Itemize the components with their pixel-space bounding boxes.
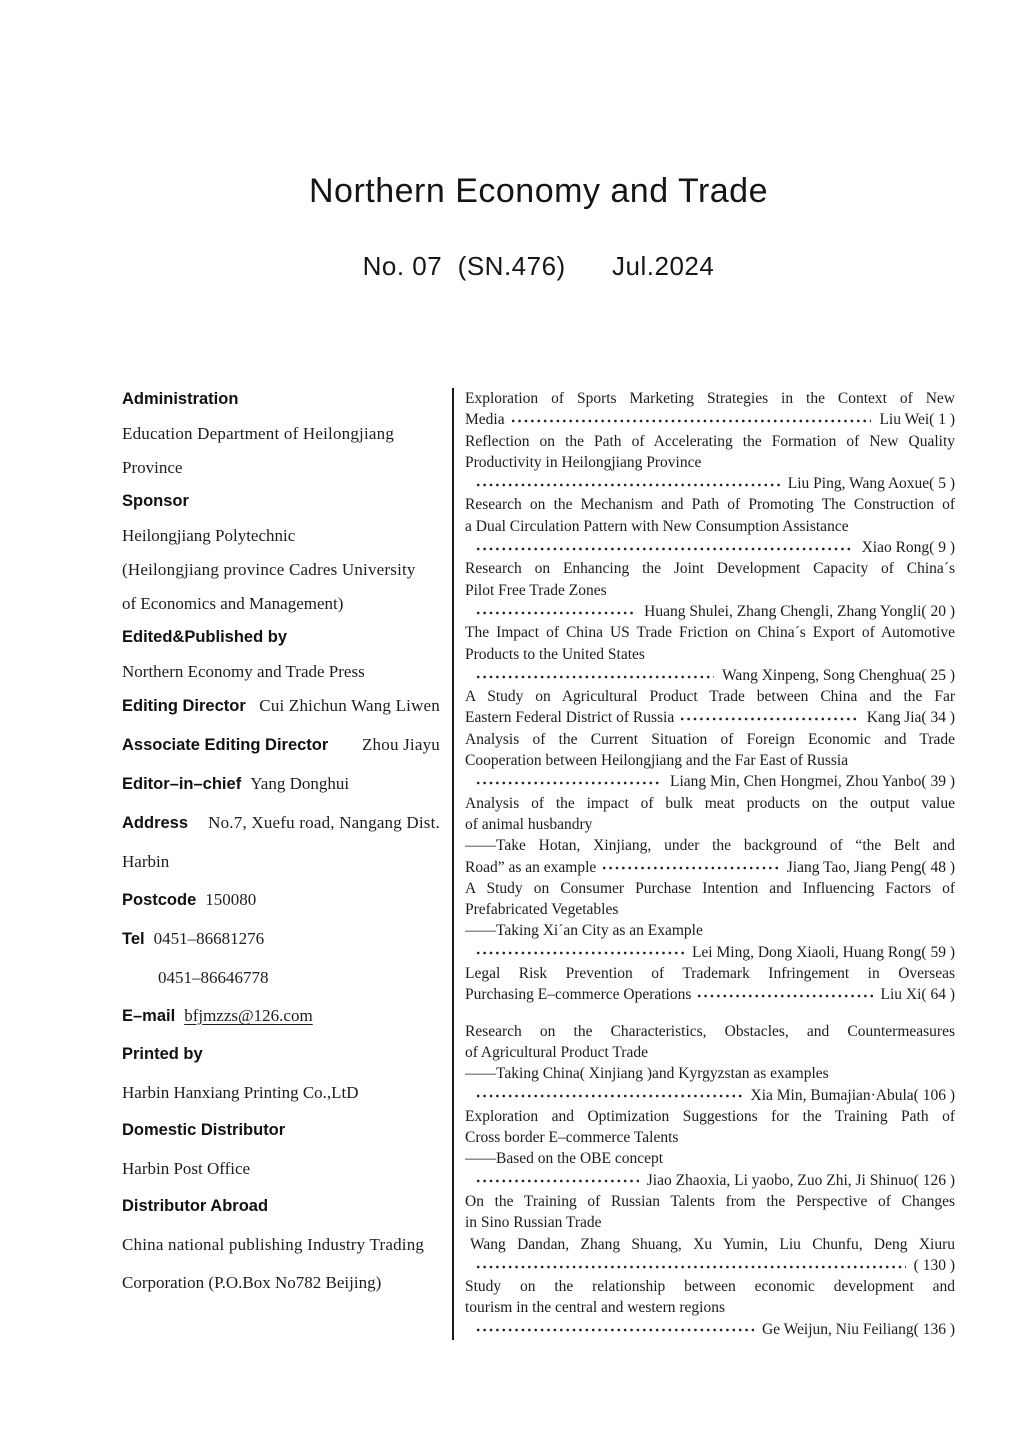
- toc-line: [465, 1085, 955, 1106]
- masthead-value: China national publishing Industry Trading: [122, 1235, 425, 1254]
- toc-line: Cross border E–commerce Talents: [465, 1129, 679, 1147]
- toc-authors-page: ( 130 ): [913, 1256, 955, 1274]
- masthead-line: [122, 733, 440, 757]
- toc-line: Wang Dandan, Zhang Shuang, Xu Yumin, Liu Chunfu, Deng Xiuru: [470, 1235, 955, 1253]
- dotted-leader: [475, 771, 662, 792]
- masthead-column: [122, 388, 452, 1340]
- masthead-label: Associate Editing Director: [122, 736, 329, 754]
- dotted-leader: [475, 537, 854, 558]
- toc-authors-page: Xia Min, Bumajian·Abula( 106 ): [750, 1086, 955, 1104]
- toc-line: [465, 984, 955, 1005]
- dotted-leader: [475, 473, 780, 494]
- masthead-value: Zhou Jiayu: [361, 735, 440, 754]
- masthead-value: No.7, Xuefu road, Nangang Dist.: [208, 813, 440, 832]
- toc-line: Analysis of the impact of bulk meat products on the output value: [465, 794, 955, 812]
- toc-line: ——Taking Xi´an City as an Example: [465, 922, 703, 940]
- toc-authors-page: Jiao Zhaoxia, Li yaobo, Zuo Zhi, Ji Shinuo( 126 ): [646, 1171, 955, 1189]
- toc-line: [465, 1319, 955, 1340]
- toc-title-text: Media: [465, 411, 505, 429]
- toc-line: [465, 1170, 955, 1191]
- masthead-value: Harbin Hanxiang Printing Co.,LtD: [122, 1083, 359, 1102]
- dotted-leader: [475, 1170, 639, 1191]
- toc-line: [465, 707, 955, 728]
- masthead-label: Sponsor: [122, 492, 189, 510]
- masthead-line: [122, 1233, 440, 1256]
- masthead-label: Postcode: [122, 891, 197, 909]
- masthead-value: (Heilongjiang province Cadres University: [122, 560, 416, 579]
- masthead-value: Yang Donghui: [250, 774, 350, 793]
- toc-authors-page: Liu Xi( 64 ): [880, 986, 955, 1004]
- masthead-value: Northern Economy and Trade Press: [122, 662, 365, 681]
- dotted-leader: [696, 984, 872, 1005]
- toc-title-text: Road” as an example: [465, 858, 597, 876]
- toc-line: ——Taking China( Xinjiang )and Kyrgyzstan as examples: [465, 1065, 829, 1083]
- toc-line: [465, 1255, 955, 1276]
- masthead-line: [122, 811, 440, 835]
- masthead-line: [122, 456, 440, 479]
- toc-authors-page: Ge Weijun, Niu Feiliang( 136 ): [761, 1320, 955, 1338]
- toc-line: ——Based on the OBE concept: [465, 1150, 664, 1168]
- toc-line: Research on Enhancing the Joint Development Capacity of China´s: [465, 560, 955, 578]
- toc-line: a Dual Circulation Pattern with New Consumption Assistance: [465, 517, 849, 535]
- masthead-label: Edited&Published by: [122, 628, 288, 646]
- masthead-value: Harbin Post Office: [122, 1159, 251, 1178]
- masthead-line: [122, 1157, 440, 1180]
- toc-authors-page: Jiang Tao, Jiang Peng( 48 ): [786, 858, 955, 876]
- toc-line: Productivity in Heilongjiang Province: [465, 453, 702, 471]
- toc-line: [465, 601, 955, 622]
- toc-title-text: Eastern Federal District of Russia: [465, 709, 675, 727]
- masthead-line: [122, 558, 440, 581]
- masthead-value: 150080: [205, 890, 257, 909]
- masthead-value: Harbin: [122, 852, 170, 871]
- toc-line: [465, 942, 955, 963]
- masthead-value: Heilongjiang Polytechnic: [122, 526, 296, 545]
- masthead-line: [122, 592, 440, 615]
- journal-title: Northern Economy and Trade: [308, 172, 769, 210]
- masthead-label: Domestic Distributor: [122, 1121, 286, 1139]
- dotted-leader: [475, 942, 684, 963]
- toc-line: [465, 537, 955, 558]
- dotted-leader: [475, 1319, 754, 1340]
- toc-line: Cooperation between Heilongjiang and the Far East of Russia: [465, 752, 849, 770]
- masthead-label: Address: [122, 814, 189, 832]
- masthead-line: [122, 966, 440, 989]
- toc-line: of Agricultural Product Trade: [465, 1043, 648, 1061]
- toc-authors-page: Liu Ping, Wang Aoxue( 5 ): [787, 475, 955, 493]
- content-area: [122, 388, 955, 1340]
- masthead-line: [122, 888, 440, 912]
- masthead-value: 0451–86681276: [153, 929, 265, 948]
- toc-authors-page: Kang Jia( 34 ): [866, 709, 955, 727]
- masthead-label: E–mail: [122, 1007, 176, 1025]
- toc-line: Exploration and Optimization Suggestions for the Training Path of: [465, 1107, 955, 1125]
- dotted-leader: [475, 1255, 906, 1276]
- masthead-line: [122, 1271, 440, 1294]
- masthead-label: Editor–in–chief: [122, 775, 242, 793]
- toc-line: [465, 473, 955, 494]
- toc-line: Legal Risk Prevention of Trademark Infringement in Overseas: [465, 965, 955, 983]
- masthead-line: [122, 660, 440, 683]
- dotted-leader: [601, 857, 778, 878]
- masthead-line: [122, 524, 440, 547]
- toc-line: A Study on Consumer Purchase Intention and Influencing Factors of: [465, 879, 955, 897]
- toc-line: [465, 771, 955, 792]
- masthead-line: [122, 388, 440, 411]
- masthead-line: [122, 1043, 440, 1066]
- masthead-line: [122, 1004, 440, 1028]
- masthead-value: Corporation (P.O.Box No782 Beijing): [122, 1273, 382, 1292]
- toc-column: [454, 388, 955, 1340]
- toc-authors-page: Liu Wei( 1 ): [879, 411, 955, 429]
- dotted-leader: [475, 601, 636, 622]
- toc-title-text: Purchasing E–commerce Operations: [465, 986, 692, 1004]
- masthead-value: Province: [122, 458, 183, 477]
- toc-line: tourism in the central and western regions: [465, 1299, 725, 1317]
- toc-line: Prefabricated Vegetables: [465, 901, 619, 919]
- toc-authors-page: Wang Xinpeng, Song Chenghua( 25 ): [722, 666, 955, 684]
- masthead-line: [122, 850, 440, 873]
- toc-line: [465, 857, 955, 878]
- masthead-label: Distributor Abroad: [122, 1197, 269, 1215]
- toc-authors-page: Xiao Rong( 9 ): [861, 539, 955, 557]
- masthead-line: [122, 772, 440, 796]
- toc-line: On the Training of Russian Talents from the Perspective of Changes: [465, 1192, 955, 1210]
- masthead-line: [122, 1195, 440, 1218]
- toc-line: Analysis of the Current Situation of Foreign Economic and Trade: [465, 730, 955, 748]
- masthead-label: Editing Director: [122, 697, 246, 715]
- masthead-value: 0451–86646778: [158, 968, 269, 987]
- masthead-line: [122, 1119, 440, 1142]
- toc-line: Reflection on the Path of Accelerating the Formation of New Quality: [465, 432, 955, 450]
- toc-line: in Sino Russian Trade: [465, 1214, 602, 1232]
- toc-line: Pilot Free Trade Zones: [465, 581, 607, 599]
- toc-line: ——Take Hotan, Xinjiang, under the background of “the Belt and: [465, 837, 955, 855]
- masthead-label: Tel: [122, 930, 145, 948]
- masthead-value: of Economics and Management): [122, 594, 344, 613]
- toc-line: Exploration of Sports Marketing Strategies in the Context of New: [465, 390, 955, 407]
- toc-line: A Study on Agricultural Product Trade between China and the Far: [465, 688, 955, 706]
- dotted-leader: [510, 409, 872, 430]
- masthead-email: bfjmzzs@126.com: [184, 1006, 313, 1025]
- masthead-line: [122, 422, 440, 445]
- dotted-leader: [679, 707, 859, 728]
- masthead-line: [122, 1081, 440, 1104]
- toc-authors-page: Huang Shulei, Zhang Chengli, Zhang Yongli( 20 ): [644, 602, 955, 620]
- toc-line: [465, 409, 955, 430]
- toc-line: The Impact of China US Trade Friction on China´s Export of Automotive: [465, 624, 955, 642]
- toc-line: of animal husbandry: [465, 815, 593, 833]
- toc-line: [465, 665, 955, 686]
- toc-line: Study on the relationship between economic development and: [465, 1278, 955, 1296]
- dotted-leader: [475, 665, 714, 686]
- masthead-line: [122, 626, 440, 649]
- toc-line: Research on the Characteristics, Obstacles, and Countermeasures: [465, 1022, 955, 1040]
- masthead-value: Education Department of Heilongjiang: [122, 424, 395, 443]
- toc-line: Research on the Mechanism and Path of Promoting The Construction of: [465, 496, 955, 514]
- toc-authors-page: Lei Ming, Dong Xiaoli, Huang Rong( 59 ): [691, 943, 955, 961]
- masthead-value: Cui Zhichun Wang Liwen: [259, 696, 440, 715]
- masthead-line: [122, 490, 440, 513]
- toc-line: Products to the United States: [465, 645, 645, 663]
- masthead-label: Administration: [122, 390, 239, 408]
- masthead-line: [122, 694, 440, 718]
- toc-authors-page: Liang Min, Chen Hongmei, Zhou Yanbo( 39 ): [669, 773, 955, 791]
- dotted-leader: [475, 1085, 743, 1106]
- masthead-label: Printed by: [122, 1045, 203, 1063]
- issue-line: No. 07 (SN.476) Jul.2024: [362, 251, 715, 281]
- masthead-line: [122, 927, 440, 951]
